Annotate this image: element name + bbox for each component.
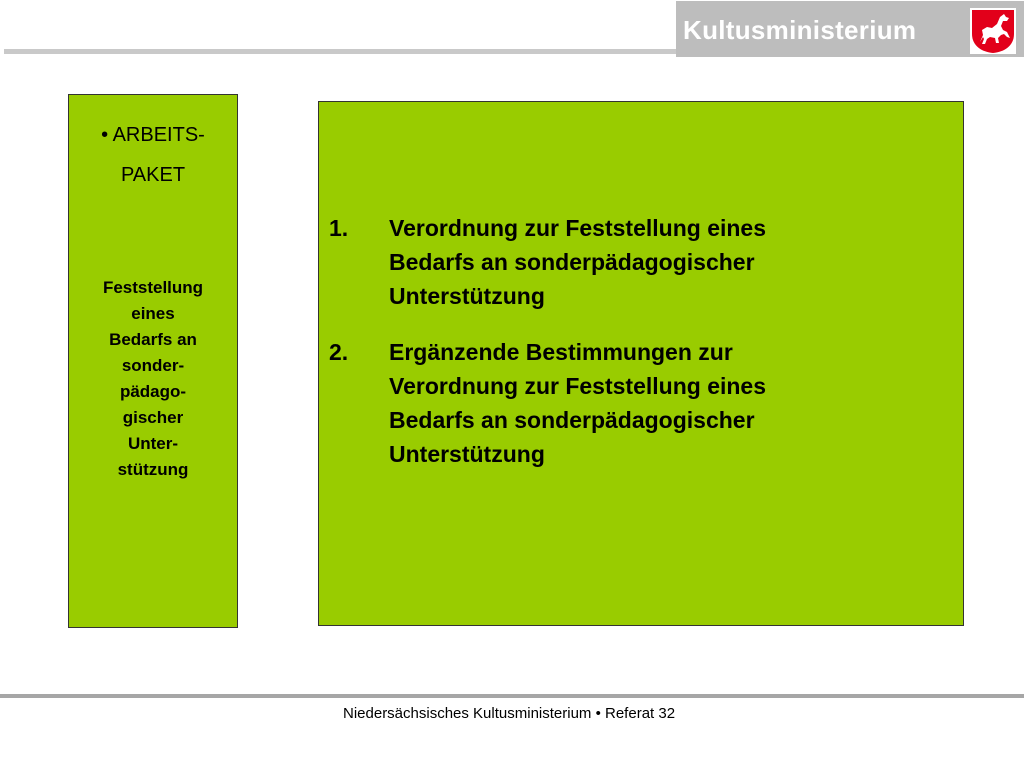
- item-line: Unterstützung: [389, 441, 545, 467]
- list-item: [319, 211, 919, 313]
- work-package-heading: [69, 115, 237, 195]
- topic-line: gischer: [122, 408, 184, 427]
- footer-text: Niedersächsisches Kultusministerium • Referat 32: [343, 705, 676, 722]
- topic-line: Unter-: [127, 434, 179, 453]
- item-line: Ergänzende Bestimmungen zur: [389, 339, 733, 365]
- item-line: Unterstützung: [389, 283, 545, 309]
- header-rule: [4, 49, 680, 54]
- footer-rule: [0, 694, 1024, 698]
- item-line: Verordnung zur Feststellung eines: [389, 373, 767, 399]
- topic-line: Bedarfs an: [109, 330, 197, 349]
- work-package-box: [68, 94, 238, 628]
- list-number: 2.: [329, 339, 349, 365]
- item-line: Verordnung zur Feststellung eines: [389, 215, 767, 241]
- item-line: Bedarfs an sonderpädagogischer: [389, 249, 755, 275]
- topic-line: Feststellung: [102, 278, 204, 297]
- topic-line: stützung: [117, 460, 189, 479]
- list-item: [319, 335, 919, 471]
- lower-saxony-horse-icon: [970, 8, 1016, 54]
- item-line: Bedarfs an sonderpädagogischer: [389, 407, 755, 433]
- ministry-title: Kultusministerium: [683, 15, 917, 45]
- topic-line: sonder-: [121, 356, 185, 375]
- topic-line: eines: [131, 304, 175, 323]
- heading-line: PAKET: [120, 164, 186, 186]
- list-number: 1.: [329, 215, 349, 241]
- regulations-box: [318, 101, 964, 626]
- heading-line: • ARBEITS-: [101, 124, 205, 146]
- topic-line: pädago-: [119, 382, 187, 401]
- work-package-topic: [69, 275, 237, 483]
- regulations-list: [319, 211, 919, 493]
